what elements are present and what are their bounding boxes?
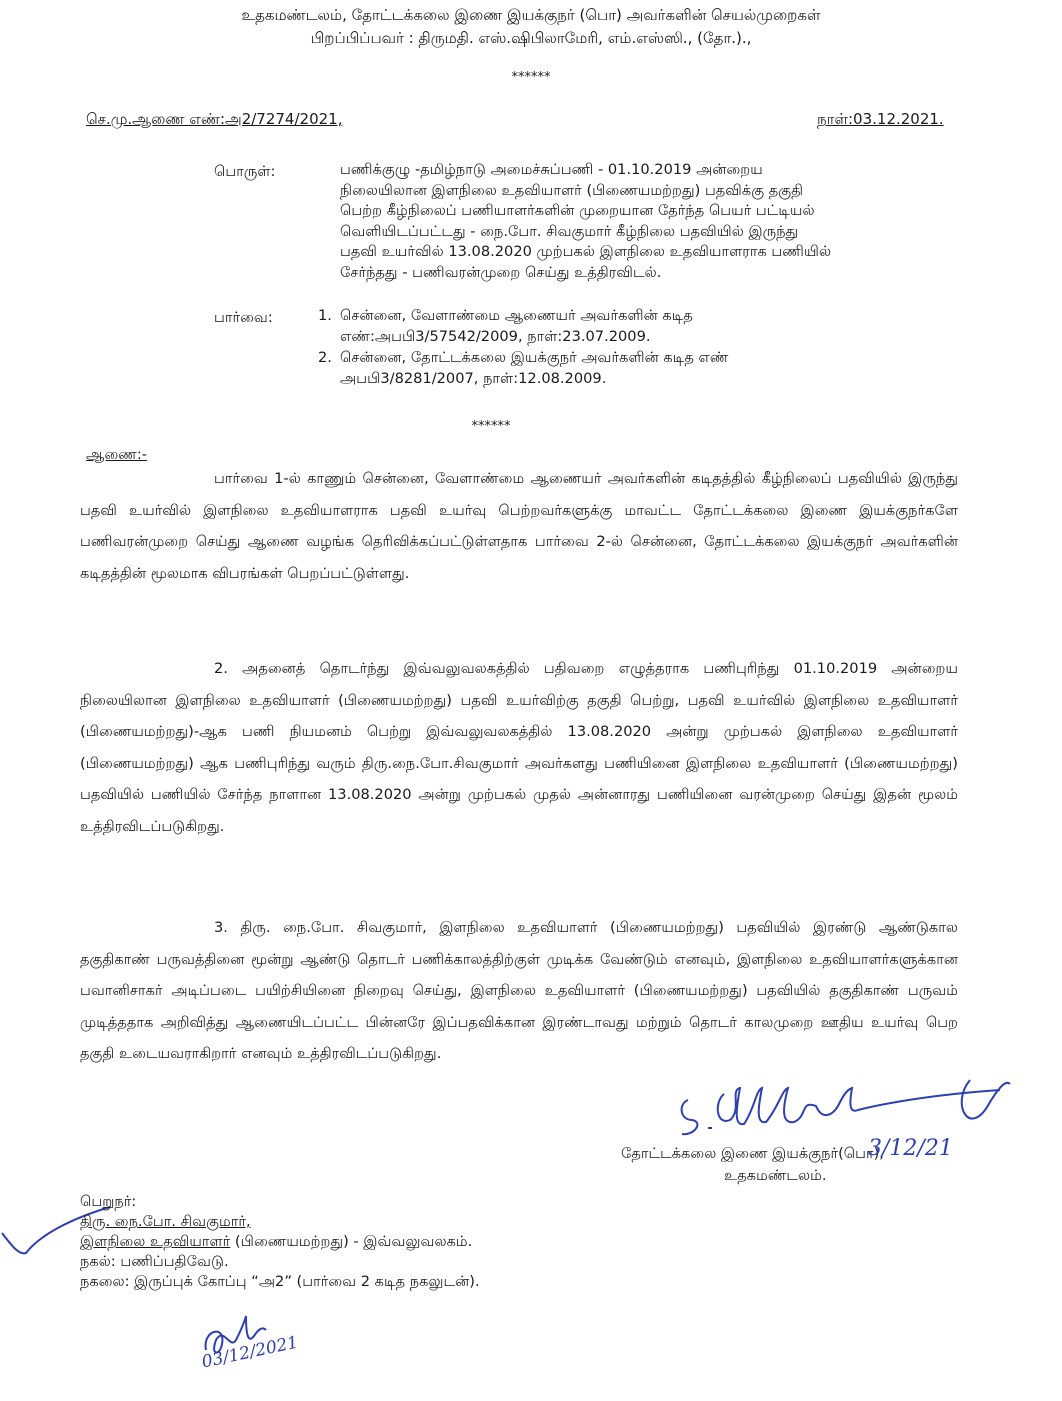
subject-line: வெளியிடப்பட்டது - நை.போ. சிவகுமார் கீழ்நிலை பதவியில் இருந்து bbox=[340, 222, 799, 240]
paragraph-1-text: பார்வை 1-ல் காணும் சென்னை, வேளாண்மை ஆணையர் அவர்களின் கடிதத்தில் கீழ்நிலைப் பதவியில் இருந்து பதவி உயர்வில் இளநிலை உதவியாளராக பதவி உயர்வு பெற்றவர்களுக்கு மாவட்ட தோட்டக்கலை இணை இயக்குநர்களே பணிவரன்முறை செய்து ஆணை வழங்க தெரிவிக்கப்பட்டுள்ளதாக பார்வை 2-ல் சென்னை, தோட்டக்கலை இயக்குநர் அவர்களின் கடிதத்தின் மூலமாக விபரங்கள் பெறப்பட்டுள்ளது. bbox=[80, 470, 958, 582]
copy-line-2: நகலை: இருப்புக் கோப்பு “அ2” (பார்வை 2 கடித நகலுடன்). bbox=[80, 1273, 480, 1290]
initials-date: 03/12/2021 bbox=[200, 1332, 301, 1373]
recipient-post bbox=[80, 1232, 480, 1252]
order-date: நாள்:03.12.2021. bbox=[817, 110, 944, 128]
paragraph-1 bbox=[80, 463, 958, 589]
references-separator: ****** bbox=[471, 419, 511, 434]
paragraph-3 bbox=[80, 912, 958, 1070]
recipient-name: திரு. நை.போ. சிவகுமார், bbox=[80, 1213, 251, 1230]
signatory-designation: தோட்டக்கலை இணை இயக்குநர்(பொ), bbox=[621, 1145, 884, 1162]
header-separator: ****** bbox=[511, 70, 551, 85]
reference-number: 2. bbox=[318, 349, 332, 366]
references-label: பார்வை: bbox=[214, 309, 273, 326]
paragraph-2 bbox=[80, 653, 958, 843]
recipients-label: பெறுநர்: bbox=[80, 1193, 137, 1210]
reference-line: சென்னை, தோட்டக்கலை இயக்குநர் அவர்களின் கடித எண் bbox=[340, 349, 729, 366]
subject-line: பெற்ற கீழ்நிலைப் பணியாளர்களின் முறையான தேர்ந்த பெயர் பட்டியல் bbox=[340, 202, 815, 219]
subject-line: பணிக்குழு -தமிழ்நாடு அமைச்சுப்பணி - 01.10.2019 அன்றைய bbox=[340, 161, 763, 178]
recipient-post-title: இளநிலை உதவியாளர் bbox=[80, 1233, 231, 1250]
handwritten-date: 3/12/21 bbox=[868, 1136, 953, 1161]
paragraph-3-text: 3. திரு. நை.போ. சிவகுமார், இளநிலை உதவியாளர் (பிணையமற்றது) பதவியில் இரண்டு ஆண்டுகால தகுதிகாண் பருவத்தினை மூன்று ஆண்டு தொடர் பணிக்காலத்திற்குள் முடிக்க வேண்டும் எனவும், இளநிலை உதவியாளர்களுக்கான பவானிசாகர் அடிப்படை பயிற்சியினை நிறைவு செய்து, இளநிலை உதவியாளர் (பிணையமற்றது) பதவியில் தகுதிகாண் பருவம் முடித்ததாக அறிவித்து ஆணையிடப்பட்ட பின்னரே இப்பதவிக்கான இரண்டாவது மற்றும் தொடர் காலமுறை ஊதிய உயர்வு பெற தகுதி உடையவராகிறார் எனவும் உத்திரவிடப்படுகிறது. bbox=[80, 919, 958, 1063]
subject-line: சேர்ந்தது - பணிவரன்முறை செய்து உத்திரவிடல். bbox=[340, 263, 662, 281]
recipients-block bbox=[80, 1192, 480, 1292]
issuer-line: பிறப்பிப்பவர் : திருமதி. எஸ்.ஷிபிலாமேரி, எம்.எஸ்ஸி., (தோ.)., bbox=[310, 29, 752, 47]
order-heading: ஆணை:- bbox=[86, 446, 148, 463]
copy-line-1: நகல்: பணிப்பதிவேடு. bbox=[80, 1253, 229, 1270]
reference-list bbox=[318, 305, 938, 389]
subject-label: பொருள்: bbox=[214, 163, 276, 180]
order-number: செ.மு.ஆணை எண்:அ2/7274/2021, bbox=[86, 110, 343, 128]
paragraph-2-text: 2. அதனைத் தொடர்ந்து இவ்வலுவலகத்தில் பதிவறை எழுத்தராக பணிபுரிந்து 01.10.2019 அன்றைய நிலையிலான இளநிலை உதவியாளர் (பிணையமற்றது) பதவி உயர்விற்கு தகுதி பெற்று, பதவி உயர்வில் இளநிலை உதவியாளர் (பிணையமற்றது)-ஆக பணி நியமனம் பெற்று இவ்வலுவலகத்தில் 13.08.2020 அன்று முற்பகல் இளநிலை உதவியாளர் (பிணையமற்றது) ஆக பணிபுரிந்து வரும் திரு.நை.போ.சிவகுமார் அவர்களது பணியினை இளநிலை உதவியாளர் (பிணையமற்றது) பதவியில் பணியில் சேர்ந்த நாளான 13.08.2020 அன்று முற்பகல் முதல் அன்னாரது பணியினை வரன்முறை செய்து இதன் மூலம் உத்திரவிடப்படுகிறது. bbox=[80, 660, 958, 835]
subject-text bbox=[340, 160, 940, 283]
signatory-place: உதகமண்டலம். bbox=[724, 1167, 827, 1184]
reference-item bbox=[318, 305, 938, 347]
reference-number: 1. bbox=[318, 307, 332, 324]
subject-line: நிலையிலான இளநிலை உதவியாளர் (பிணையமற்றது) பதவிக்கு தகுதி bbox=[340, 181, 804, 199]
reference-item bbox=[318, 347, 938, 389]
office-heading: உதகமண்டலம், தோட்டக்கலை இணை இயக்குநர் (பொ) அவர்களின் செயல்முறைகள் bbox=[241, 6, 821, 24]
recipient-post-rest: (பிணையமற்றது) - இவ்வலுவலகம். bbox=[230, 1233, 473, 1250]
subject-line: பதவி உயர்வில் 13.08.2020 முற்பகல் இளநிலை உதவியாளராக பணியில் bbox=[340, 243, 832, 260]
reference-line: அபபி3/8281/2007, நாள்:12.08.2009. bbox=[340, 370, 607, 387]
reference-line: சென்னை, வேளாண்மை ஆணையர் அவர்களின் கடித bbox=[340, 307, 693, 324]
reference-line: எண்:அபபி3/57542/2009, நாள்:23.07.2009. bbox=[340, 328, 651, 345]
